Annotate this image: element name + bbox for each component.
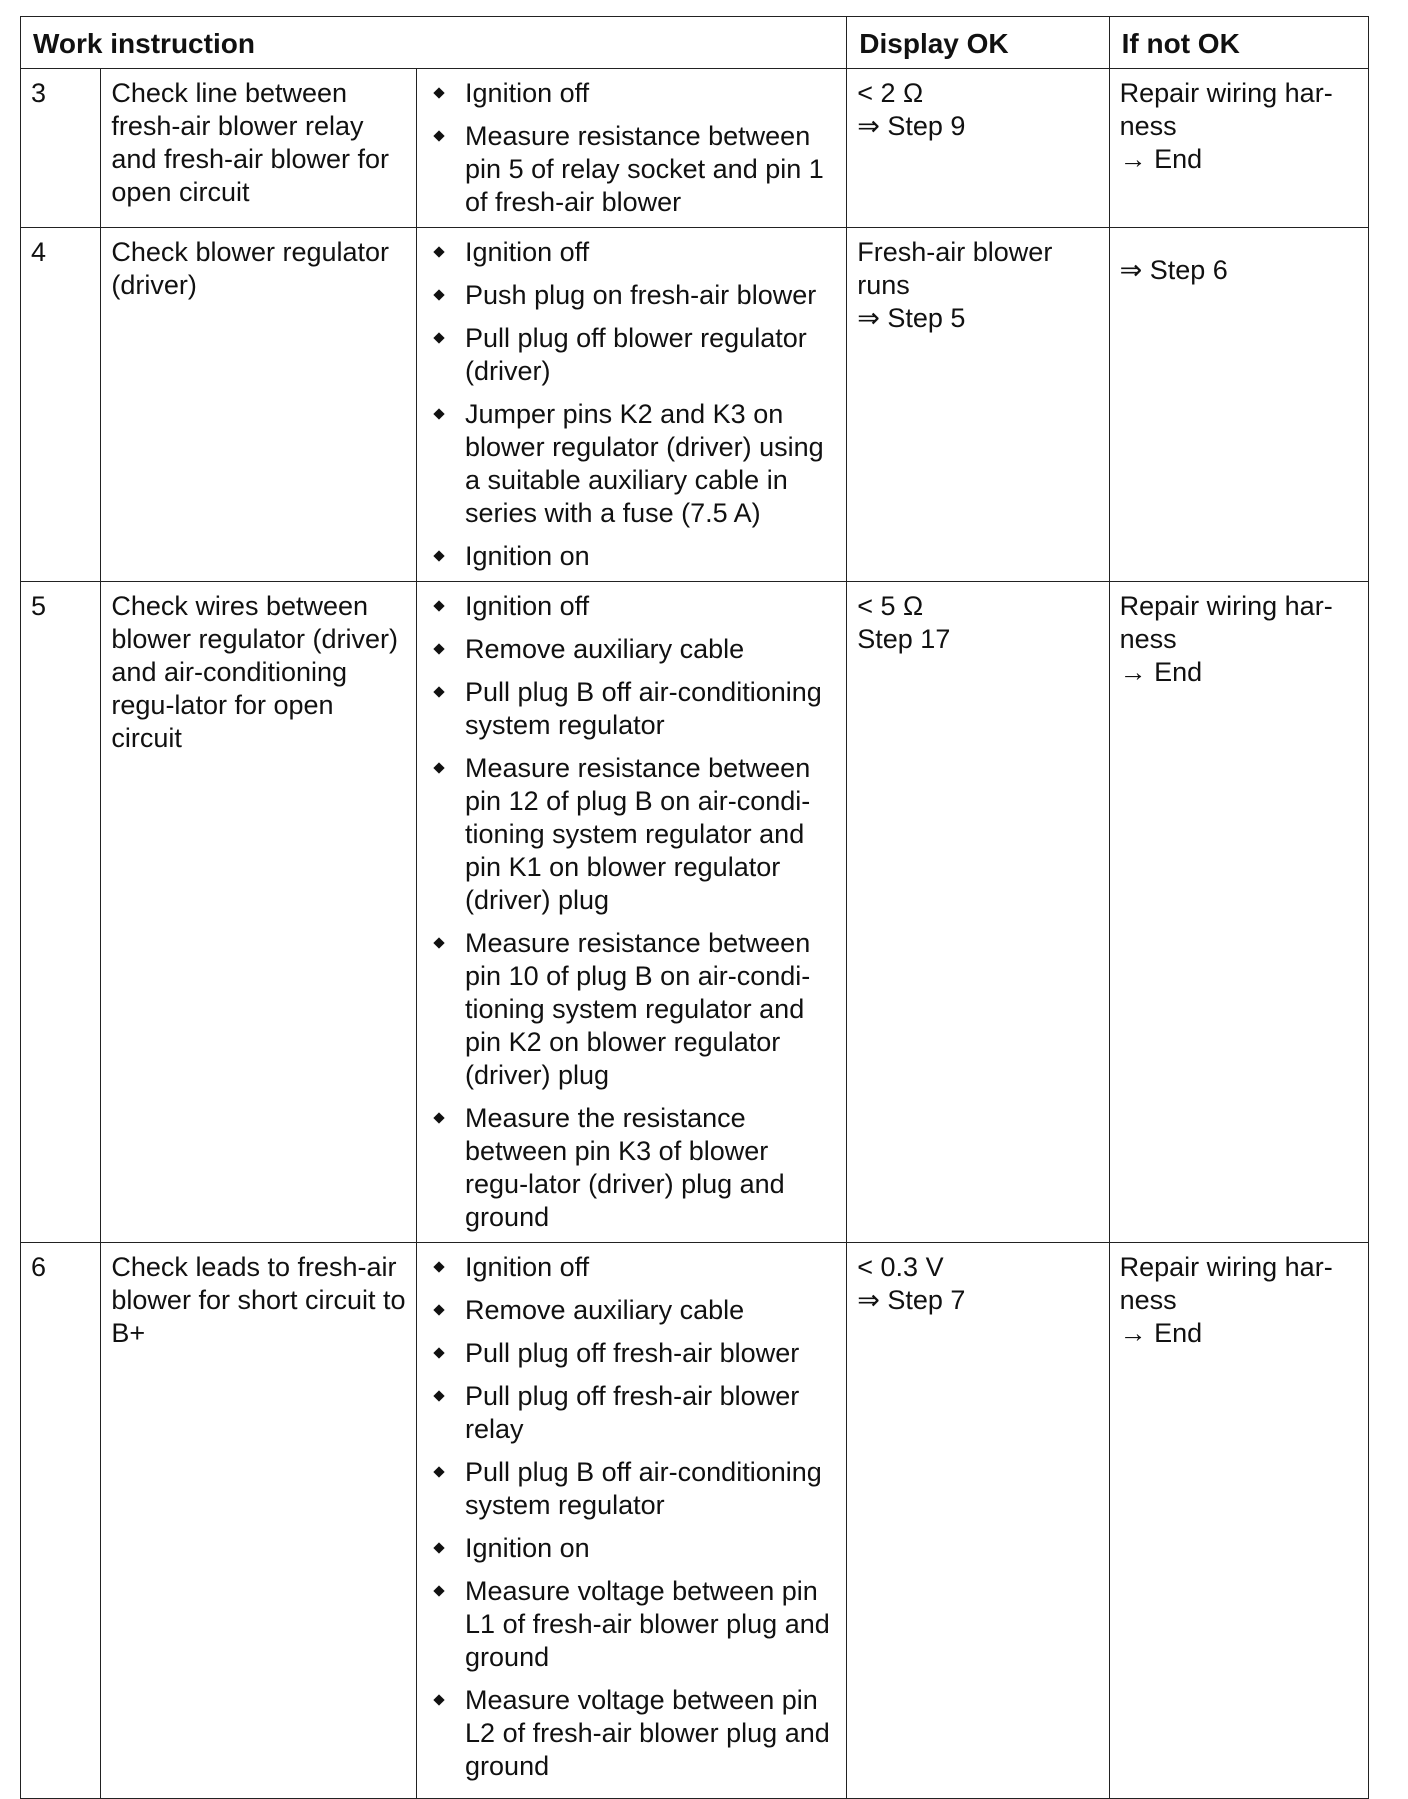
list-item: Pull plug B off air-conditioning system regulator: [427, 676, 836, 742]
header-if-not-ok: If not OK: [1109, 17, 1368, 69]
diamond-bullet-icon: [433, 762, 444, 773]
step-actions: [417, 582, 847, 1243]
header-display-ok: Display OK: [847, 17, 1109, 69]
if-not-ok-cell: Repair wiring har- ness → End: [1109, 582, 1368, 1243]
list-item: Ignition on: [427, 1532, 836, 1565]
table-row: [21, 228, 1369, 582]
list-item: Remove auxiliary cable: [427, 633, 836, 666]
if-not-ok-cell: Repair wiring har- ness → End: [1109, 69, 1368, 228]
list-item: Pull plug B off air-conditioning system regulator: [427, 1456, 836, 1522]
diamond-bullet-icon: [433, 937, 444, 948]
list-item: Jumper pins K2 and K3 on blower regulator (driver) using a suitable auxiliary cable in series with a fuse (7.5 A): [427, 398, 836, 530]
diamond-bullet-icon: [433, 87, 444, 98]
diamond-bullet-icon: [433, 1304, 444, 1315]
list-item: Measure voltage between pin L2 of fresh-air blower plug and ground: [427, 1684, 836, 1783]
diamond-bullet-icon: [433, 550, 444, 561]
diamond-bullet-icon: [433, 1261, 444, 1272]
step-description: Check wires between blower regulator (driver) and air-conditioning regu-lator for open circuit: [101, 582, 417, 1243]
display-ok-cell: Fresh-air blower runs ⇒ Step 5: [847, 228, 1109, 582]
step-description: Check leads to fresh-air blower for short circuit to B+: [101, 1243, 417, 1799]
list-item: Push plug on fresh-air blower: [427, 279, 836, 312]
list-item: Ignition on: [427, 540, 836, 573]
list-item: Ignition off: [427, 1251, 836, 1284]
diamond-bullet-icon: [433, 1585, 444, 1596]
diamond-bullet-icon: [433, 1347, 444, 1358]
diamond-bullet-icon: [433, 600, 444, 611]
list-item: Ignition off: [427, 590, 836, 623]
step-actions: [417, 1243, 847, 1799]
step-description: Check blower regulator (driver): [101, 228, 417, 582]
list-item: Pull plug off fresh-air blower relay: [427, 1380, 836, 1446]
header-work-instruction: Work instruction: [21, 17, 847, 69]
work-instruction-table: [20, 16, 1369, 1799]
table-row: [21, 1243, 1369, 1799]
diamond-bullet-icon: [433, 686, 444, 697]
list-item: Pull plug off blower regulator (driver): [427, 322, 836, 388]
step-actions: [417, 69, 847, 228]
diamond-bullet-icon: [433, 1390, 444, 1401]
diamond-bullet-icon: [433, 643, 444, 654]
diamond-bullet-icon: [433, 1694, 444, 1705]
diamond-bullet-icon: [433, 289, 444, 300]
diamond-bullet-icon: [433, 332, 444, 343]
list-item: Ignition off: [427, 77, 836, 110]
step-number: 3: [21, 69, 101, 228]
table-row: [21, 582, 1369, 1243]
if-not-ok-cell: Repair wiring har- ness → End: [1109, 1243, 1368, 1799]
list-item: Measure resistance between pin 5 of relay socket and pin 1 of fresh-air blower: [427, 120, 836, 219]
list-item: Measure resistance between pin 12 of plug B on air-condi-tioning system regulator and pin K1 on blower regulator (driver) plug: [427, 752, 836, 917]
table-row: [21, 69, 1369, 228]
diamond-bullet-icon: [433, 408, 444, 419]
list-item: Ignition off: [427, 236, 836, 269]
display-ok-cell: < 5 Ω Step 17: [847, 582, 1109, 1243]
diamond-bullet-icon: [433, 1112, 444, 1123]
document-page: [20, 16, 1369, 1799]
diamond-bullet-icon: [433, 1466, 444, 1477]
step-number: 5: [21, 582, 101, 1243]
diamond-bullet-icon: [433, 1542, 444, 1553]
step-number: 6: [21, 1243, 101, 1799]
list-item: Measure voltage between pin L1 of fresh-air blower plug and ground: [427, 1575, 836, 1674]
diamond-bullet-icon: [433, 130, 444, 141]
list-item: Measure the resistance between pin K3 of blower regu-lator (driver) plug and ground: [427, 1102, 836, 1234]
step-description: Check line between fresh-air blower relay and fresh-air blower for open circuit: [101, 69, 417, 228]
step-actions: [417, 228, 847, 582]
list-item: Remove auxiliary cable: [427, 1294, 836, 1327]
list-item: Measure resistance between pin 10 of plug B on air-condi-tioning system regulator and pin K2 on blower regulator (driver) plug: [427, 927, 836, 1092]
if-not-ok-cell: ⇒ Step 6: [1109, 228, 1368, 582]
step-number: 4: [21, 228, 101, 582]
list-item: Pull plug off fresh-air blower: [427, 1337, 836, 1370]
table-header-row: [21, 17, 1369, 69]
display-ok-cell: < 2 Ω ⇒ Step 9: [847, 69, 1109, 228]
display-ok-cell: < 0.3 V ⇒ Step 7: [847, 1243, 1109, 1799]
diamond-bullet-icon: [433, 246, 444, 257]
